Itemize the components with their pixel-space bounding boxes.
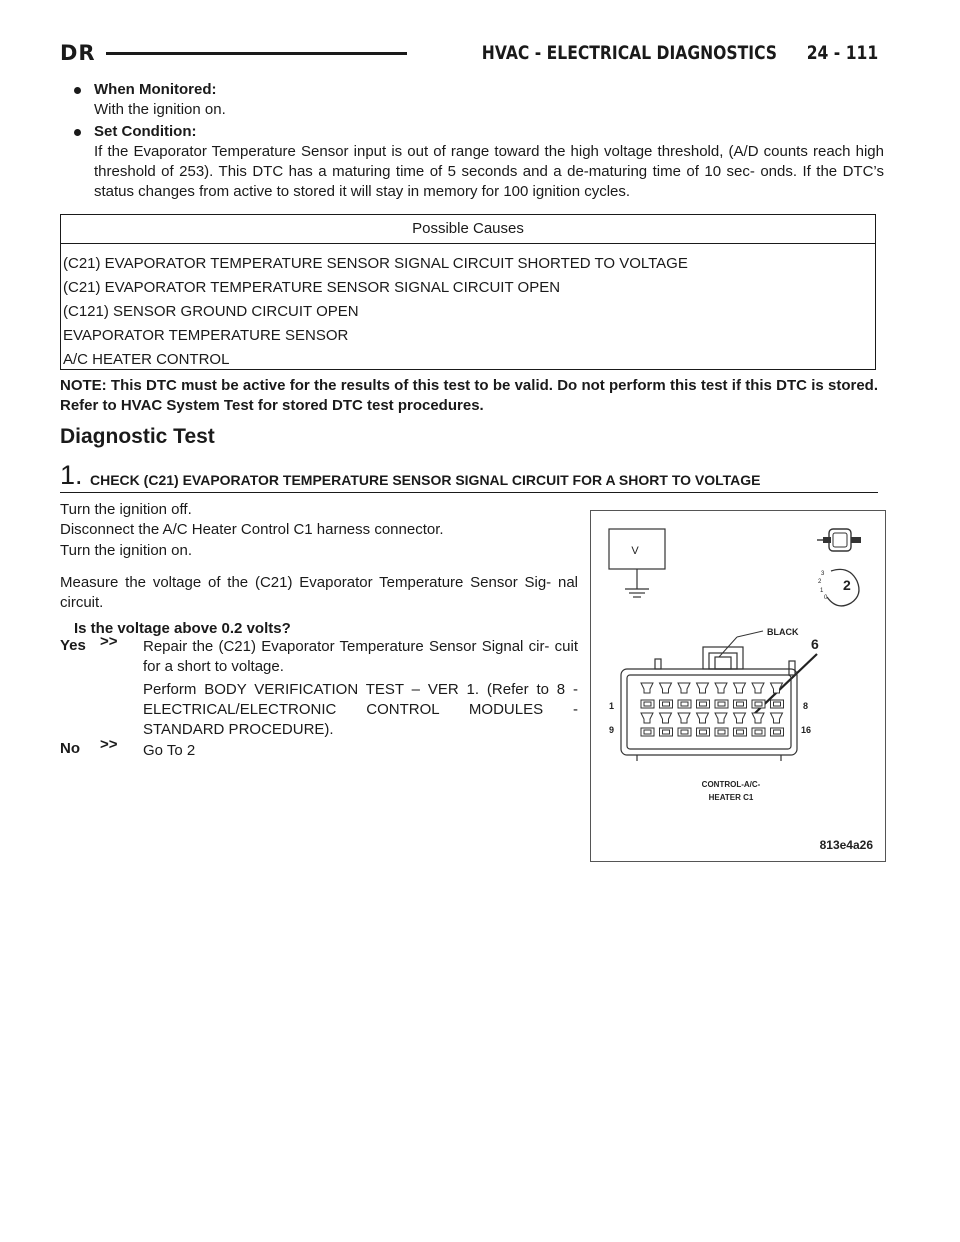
pin-cavity-upper bbox=[715, 713, 727, 723]
svg-text:1: 1 bbox=[820, 588, 824, 594]
header-title: HVAC - ELECTRICAL DIAGNOSTICS bbox=[481, 42, 777, 64]
set-condition-text: If the Evaporator Temperature Sensor input is out of range toward the high voltage threshold, (A/D counts reach high threshold of 253). This DTC has a maturing time of 5 seconds and a de-maturing time of 10 sec- onds. If the DTC’s status changes from active to stored it will stay in memory for 100 ignition cycles. bbox=[94, 143, 884, 200]
possible-causes-heading: Possible Causes bbox=[61, 215, 875, 244]
instruction-line: Turn the ignition on. bbox=[60, 542, 193, 559]
ignition-dial-icon bbox=[818, 569, 859, 606]
connector-pins-row-2 bbox=[641, 713, 784, 736]
yes-action-text: Repair the (C21) Evaporator Temperature Sensor Signal cir- cuit for a short to voltage. bbox=[143, 638, 578, 675]
yes-label: Yes bbox=[60, 637, 86, 654]
cause-item: (C21) EVAPORATOR TEMPERATURE SENSOR SIGNAL CIRCUIT SHORTED TO VOLTAGE bbox=[63, 255, 688, 272]
pin-contact bbox=[700, 730, 707, 734]
pin-contact bbox=[774, 702, 781, 706]
when-monitored-title: When Monitored: bbox=[94, 81, 217, 98]
pin-label-9: 9 bbox=[609, 725, 615, 735]
header-rule bbox=[106, 52, 407, 55]
possible-causes-table bbox=[60, 214, 876, 370]
set-condition bbox=[74, 122, 884, 202]
pin-cavity-upper bbox=[734, 683, 746, 693]
when-monitored-text: With the ignition on. bbox=[94, 101, 226, 118]
pin-label-8: 8 bbox=[803, 701, 809, 711]
step-heading bbox=[60, 460, 878, 493]
no-action-text: Go To 2 bbox=[143, 742, 196, 759]
pin-contact bbox=[718, 702, 725, 706]
connector-caption-line-1: CONTROL-A/C- bbox=[701, 780, 761, 789]
pin-cavity-upper bbox=[715, 683, 727, 693]
pin-cavity-upper bbox=[752, 683, 764, 693]
instruction-line: Turn the ignition off. bbox=[60, 501, 192, 518]
pin-contact bbox=[755, 702, 762, 706]
pin-contact bbox=[737, 702, 744, 706]
pin-contact bbox=[644, 730, 651, 734]
pin-cavity-upper bbox=[641, 713, 653, 723]
no-arrow: >> bbox=[100, 736, 118, 753]
svg-text:3: 3 bbox=[821, 571, 825, 577]
dial-setting: 2 bbox=[843, 577, 851, 593]
pin-cavity-upper bbox=[660, 683, 672, 693]
ignition-key-icon bbox=[817, 529, 861, 551]
set-condition-title: Set Condition: bbox=[94, 123, 197, 140]
pin-contact bbox=[700, 702, 707, 706]
svg-text:2: 2 bbox=[818, 579, 822, 585]
step-number: 1. bbox=[60, 460, 83, 490]
page-number: 24 - 111 bbox=[806, 42, 878, 64]
connector-pins-row-1 bbox=[641, 700, 784, 708]
when-monitored bbox=[74, 80, 884, 120]
bullet-icon bbox=[74, 129, 81, 136]
pin-contact bbox=[663, 730, 670, 734]
pin-cavity-upper bbox=[660, 713, 672, 723]
yes-verification-text: Perform BODY VERIFICATION TEST – VER 1. (Refer to 8 - ELECTRICAL/ELECTRONIC CONTROL MODULES - STANDARD PROCEDURE). bbox=[143, 681, 578, 738]
pin-contact bbox=[755, 730, 762, 734]
cause-item: (C121) SENSOR GROUND CIRCUIT OPEN bbox=[63, 303, 359, 320]
pin-contact bbox=[774, 730, 781, 734]
yes-arrow: >> bbox=[100, 633, 118, 650]
pin-cavity-upper bbox=[641, 683, 653, 693]
page-header bbox=[60, 38, 878, 68]
voltmeter-icon bbox=[609, 529, 665, 597]
pin-label-1: 1 bbox=[609, 701, 615, 711]
step-title: CHECK (C21) EVAPORATOR TEMPERATURE SENSOR SIGNAL CIRCUIT FOR A SHORT TO VOLTAGE bbox=[90, 472, 761, 488]
pin-label-16: 16 bbox=[801, 725, 812, 735]
pin-cavity-upper bbox=[752, 713, 764, 723]
instruction-line: Disconnect the A/C Heater Control C1 harness connector. bbox=[60, 521, 444, 538]
connector-color-label: BLACK bbox=[767, 627, 799, 637]
test-question: Is the voltage above 0.2 volts? bbox=[74, 620, 291, 637]
note-text: NOTE: This DTC must be active for the results of this test to be valid. Do not perform this test if this DTC is stored. Refer to HVAC System Test for stored DTC test procedures. bbox=[60, 377, 878, 414]
pin-contact bbox=[737, 730, 744, 734]
connector-caption-line-2: HEATER C1 bbox=[708, 793, 754, 802]
pin-callout-number: 6 bbox=[811, 636, 819, 652]
voltmeter-label: V bbox=[631, 545, 639, 557]
pin-contact bbox=[663, 702, 670, 706]
cause-item: EVAPORATOR TEMPERATURE SENSOR bbox=[63, 327, 349, 344]
connector-figure bbox=[590, 510, 886, 862]
svg-text:0: 0 bbox=[824, 595, 828, 601]
pin-contact bbox=[718, 730, 725, 734]
pin-cavity-upper bbox=[771, 713, 783, 723]
section-code: DR bbox=[60, 41, 96, 65]
no-label: No bbox=[60, 740, 80, 757]
pin-cavity-upper bbox=[697, 683, 709, 693]
pin-cavity-upper bbox=[697, 713, 709, 723]
pin-cavity-upper bbox=[734, 713, 746, 723]
cause-item: (C21) EVAPORATOR TEMPERATURE SENSOR SIGNAL CIRCUIT OPEN bbox=[63, 279, 561, 296]
pin-contact bbox=[681, 730, 688, 734]
pin-cavity-upper bbox=[678, 683, 690, 693]
possible-causes-list bbox=[61, 244, 875, 372]
instruction-line: Measure the voltage of the (C21) Evaporator Temperature Sensor Sig- nal circuit. bbox=[60, 574, 578, 611]
cause-item: A/C HEATER CONTROL bbox=[63, 351, 230, 368]
figure-id: 813e4a26 bbox=[819, 838, 873, 852]
pin-contact bbox=[644, 702, 651, 706]
bullet-icon bbox=[74, 87, 81, 94]
diagnostic-test-heading: Diagnostic Test bbox=[60, 425, 215, 448]
pin-contact bbox=[681, 702, 688, 706]
pin-cavity-upper bbox=[678, 713, 690, 723]
connector-pins-row-top bbox=[641, 683, 783, 693]
